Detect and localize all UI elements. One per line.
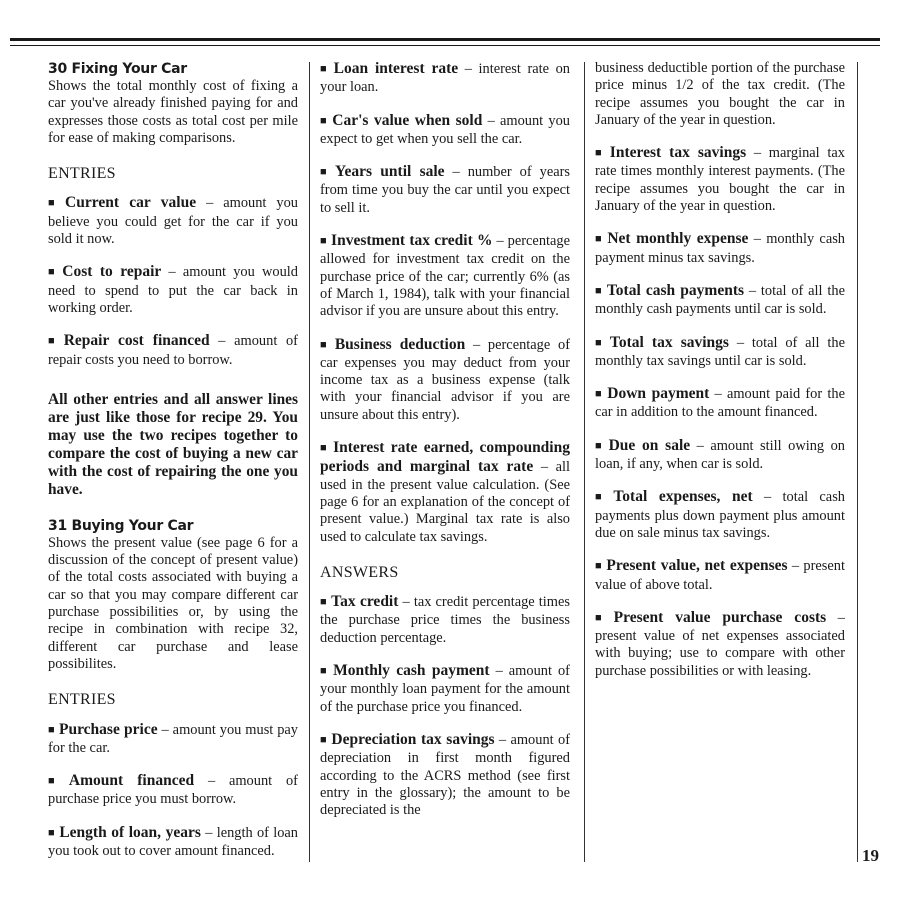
bullet-icon: ■ <box>595 388 604 401</box>
bullet-icon: ■ <box>320 235 328 248</box>
answer-definition: – amount still owing on loan, if any, when car is sold. <box>595 437 845 473</box>
bullet-icon: ■ <box>595 491 610 504</box>
recipe-31-entries-heading: ENTRIES <box>48 691 116 709</box>
column-2 <box>320 60 570 834</box>
entry-definition: – interest rate on your loan. <box>320 61 570 96</box>
recipe-30-description: Shows the total monthly cost of fixing a car you've already finished paying for and expresses those costs as total cost per mile for ease of making comparisons. <box>48 78 298 146</box>
bullet-icon: ■ <box>320 665 330 678</box>
top-double-rule <box>10 38 880 46</box>
entry-definition: – percentage allowed for investment tax credit on the purchase price of the car; currently 6% (as of March 1, 1984), talk with your financial advisor if you are unsure about this entry. <box>320 233 570 320</box>
answer-term: Net monthly expense <box>607 230 749 248</box>
bullet-icon: ■ <box>320 442 330 455</box>
answer-definition: – marginal tax rate times monthly interest payments. (The recipe assumes you bought the car in January of the year in question. <box>595 145 845 215</box>
bullet-icon: ■ <box>595 284 603 297</box>
bullet-icon: ■ <box>320 166 332 179</box>
answer-term: Total expenses, net <box>613 488 753 506</box>
bullet-icon: ■ <box>595 336 606 349</box>
answer-term: Monthly cash payment <box>333 662 490 680</box>
entry-term: Years until sale <box>335 163 445 181</box>
recipe-31-description: Shows the present value (see page 6 for a discussion of the concept of present value) of the total costs associated with buying a car so that you may compare different car purchase possibilities or, by using the recipe in combination with recipe 32, different car purchase and lease possibilites. <box>48 534 298 672</box>
answer-definition: – amount of depreciation in first month figured according to the ACRS method (see first entry in the glossary); the amount to be depreciated is the <box>320 731 570 819</box>
bullet-icon: ■ <box>48 723 55 736</box>
entry-item <box>48 194 298 248</box>
answer-definition: – total cash payments plus down payment plus amount due on sale minus tax savings. <box>595 489 845 541</box>
entry-definition: – number of years from time you buy the car until you expect to sell it. <box>320 164 570 216</box>
answer-definition: – present value of above total. <box>595 558 845 593</box>
answer-term: Interest tax savings <box>609 144 747 162</box>
entry-definition: – amount of repair costs you need to borrow. <box>48 333 298 368</box>
answer-term: Tax credit <box>331 593 399 611</box>
entry-item <box>320 232 570 320</box>
answer-item <box>320 593 570 647</box>
bullet-icon: ■ <box>48 266 59 279</box>
bullet-icon: ■ <box>320 733 328 746</box>
entry-definition: – amount you believe you could get for the car if you sold it now. <box>48 195 298 248</box>
entry-item <box>48 824 298 861</box>
entry-term: Repair cost financed <box>63 332 210 350</box>
recipe-30-title: 30 Fixing Your Car <box>48 61 187 77</box>
answer-term: Down payment <box>607 385 710 403</box>
bullet-icon: ■ <box>48 197 62 210</box>
bullet-icon: ■ <box>595 233 604 246</box>
entry-definition: – amount of purchase price you must borrow. <box>48 773 298 808</box>
recipe-31-title: 31 Buying Your Car <box>48 517 194 534</box>
answer-term: Depreciation tax savings <box>331 730 495 748</box>
column-divider-3 <box>857 62 858 862</box>
entry-item <box>320 60 570 97</box>
answer-item <box>595 609 845 680</box>
column-1 <box>48 60 298 875</box>
bullet-icon: ■ <box>320 63 330 75</box>
bullet-icon: ■ <box>320 114 329 127</box>
entry-term: Purchase price <box>58 720 158 738</box>
entry-item <box>48 721 298 758</box>
bullet-icon: ■ <box>595 439 605 452</box>
entry-item <box>48 263 298 317</box>
bullet-icon: ■ <box>320 338 331 351</box>
answer-definition: – monthly cash payment minus tax savings. <box>595 231 845 266</box>
entry-term: Current car value <box>65 194 197 212</box>
answer-term: Due on sale <box>608 436 691 454</box>
answer-continuation: business deductible portion of the purchase price minus 1/2 of the tax credit. (The recipe assumes you bought the car in January of the year in question. <box>595 60 845 128</box>
answer-item <box>595 437 845 474</box>
entry-definition: – amount you must pay for the car. <box>48 721 298 756</box>
answer-item <box>595 385 845 422</box>
entry-item <box>320 163 570 217</box>
entry-item <box>320 439 570 546</box>
entry-term: Car's value when sold <box>332 111 483 129</box>
bullet-icon: ■ <box>48 775 65 788</box>
answer-definition: – total of all the monthly tax savings until car is sold. <box>595 334 845 369</box>
entry-definition: – percentage of car expenses you may deduct from your income tax as a business expense (talk with your financial advisor if you are unsure about this entry). <box>320 336 570 423</box>
column-divider-2 <box>584 62 585 862</box>
entry-definition: – length of loan you took out to cover amount financed. <box>48 824 298 860</box>
answer-definition: – amount paid for the car in addition to the amount financed. <box>595 386 845 421</box>
entry-term: Length of loan, years <box>59 823 201 841</box>
answer-item <box>595 557 845 594</box>
entry-definition: – all used in the present value calculation. (See page 6 for an explanation of the concept of present value.) Marginal tax rate is also used to calculate tax savings. <box>320 459 571 545</box>
entry-term: Business deduction <box>334 335 466 353</box>
answer-item <box>595 488 845 542</box>
recipe-30-note: All other entries and all answer lines are just like those for recipe 29. You may use the two recipes together to compare the cost of buying a new car with the cost of repairing the one you have. <box>48 390 298 498</box>
column-3 <box>595 60 845 695</box>
recipe-30-entries-heading: ENTRIES <box>48 165 116 183</box>
answer-term: Present value, net expenses <box>606 557 788 575</box>
answer-definition: – total of all the monthly cash payments until car is sold. <box>595 282 845 318</box>
page-number: 19 <box>862 846 879 865</box>
answer-term: Present value purchase costs <box>613 608 827 626</box>
entry-term: Investment tax credit % <box>331 232 493 250</box>
answer-term: Total tax savings <box>609 333 729 351</box>
bullet-icon: ■ <box>48 335 60 348</box>
answer-item <box>320 731 570 819</box>
answer-definition: – amount of your monthly loan payment for the amount of the purchase price you financed. <box>320 663 570 715</box>
column-divider-1 <box>309 62 310 862</box>
bullet-icon: ■ <box>595 147 606 160</box>
answer-item <box>595 144 845 215</box>
answer-definition: – present value of net expenses associated with buying; use to compare with other purchase possibilities or with leasing. <box>595 609 845 679</box>
bullet-icon: ■ <box>48 826 56 839</box>
entry-item <box>320 112 570 149</box>
answer-item <box>595 282 845 319</box>
bullet-icon: ■ <box>595 560 603 573</box>
answers-heading: ANSWERS <box>320 563 399 581</box>
bullet-icon: ■ <box>595 611 610 624</box>
answer-term: Total cash payments <box>606 281 745 299</box>
answer-item <box>595 334 845 371</box>
entry-item <box>48 332 298 369</box>
entry-item <box>320 336 570 424</box>
entry-term: Amount financed <box>68 772 195 790</box>
entry-definition: – amount you expect to get when you sell the car. <box>320 112 570 147</box>
answer-item <box>595 230 845 267</box>
entry-definition: – amount you would need to spend to put the car back in working order. <box>48 264 298 316</box>
answer-item <box>320 662 570 716</box>
entry-item <box>48 772 298 809</box>
bullet-icon: ■ <box>320 596 328 609</box>
entry-term: Loan interest rate <box>333 60 459 77</box>
entry-term: Interest rate earned, compounding periods and marginal tax rate <box>320 439 570 476</box>
answer-definition: – tax credit percentage times the purchase price times the business deduction percentage. <box>320 594 570 646</box>
entry-term: Cost to repair <box>62 263 162 281</box>
